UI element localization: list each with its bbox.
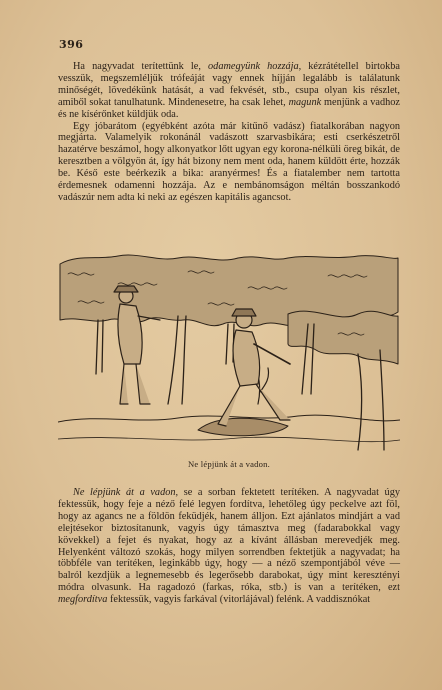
illustration-drawing — [58, 254, 400, 454]
italic-run: magunk — [288, 96, 322, 108]
hunting-illustration — [58, 254, 400, 454]
tree-canopy — [60, 255, 398, 364]
paragraph — [58, 487, 400, 606]
text-run: menjünk a vadhoz és ne kísérőnket küldjük oda. — [58, 96, 401, 120]
text-run: fektessük, vagyis farkával (vitorlájával) felénk. A vaddisznókat — [107, 594, 371, 606]
text-run: Egy jóbarátom (egyébként azóta már kitűnő vadász) fiatalkorában nagyon megjárta. Valamelyik rokonánál vadászott szarvasbikára; esti cserkészetről hazatérve beszámol, hogy alkonyatkor lőtt ugyan egy korona-nélküli öreg bikát, de keresztben a völgyön át, így hát bizony nem ment oda, hanem küldött érte, hozzák be. Késő este beérkezik a bika: aranyérmes! És a fiatalember nem tartotta érdemesnek odamenni hozzája. Az e nembánomságon méltán bosszankodó vadászúr nem adta ki neki az egészen kapitális agancsot. — [58, 120, 400, 203]
text-block-bottom — [58, 487, 400, 606]
walking-hunter — [218, 309, 290, 426]
text-run: kézrátétellel birtokba vesszük, megszemléljük trófeáját vagy ennek híjján legalább is találatunk minőségét, lövedékünk hatását, a vad fekvését, stb., csupa olyan kis részlet, amiből sokat tanulhatunk. Mindenesetre, ha csak lehet, — [58, 61, 400, 108]
text-run: Ha nagyvadat terítettünk le, — [73, 61, 209, 72]
italic-run: Ne lépjünk át a vadon, — [73, 487, 179, 498]
illustration-caption: Ne lépjünk át a vadon. — [188, 459, 270, 469]
fallen-deer — [198, 418, 288, 436]
text-run: se a sorban fektetett terítéken. A nagyvadat úgy fektessük, hogy feje a néző felé legyen fordítva, lehetőleg úgy peckelve azt föl, hogy az agancs ne a földön feküdjék, hanem álljon. Ezt ajánlatos mindjárt a vad elejtésekor biztosítanunk, vagyis úgy támasztva meg (fadarabokkal vagy kövekkel) a fejet és nyakat, hogy az a kívánt állásban merevedjék meg. Helyenként változó szokás, hogy milyen sorrendben fektetjük a nagyvadat; ha többféle van terítéken, leginkább úgy, hogy — a néző szempontjából véve — balról kezdjük a legnemesebb és legerősebb darabokat, úgy mint keresztényi módra olvasunk. Ha ragadozó (farkas, róka, stb.) is van a terítéken, ezt — [58, 487, 400, 594]
page-number: 396 — [59, 38, 84, 51]
paragraph — [58, 61, 400, 121]
italic-run: megfordítva — [58, 594, 108, 606]
italic-run: odamegyünk hozzája, — [208, 61, 302, 72]
text-block-top — [58, 61, 400, 204]
paragraph — [58, 121, 400, 204]
